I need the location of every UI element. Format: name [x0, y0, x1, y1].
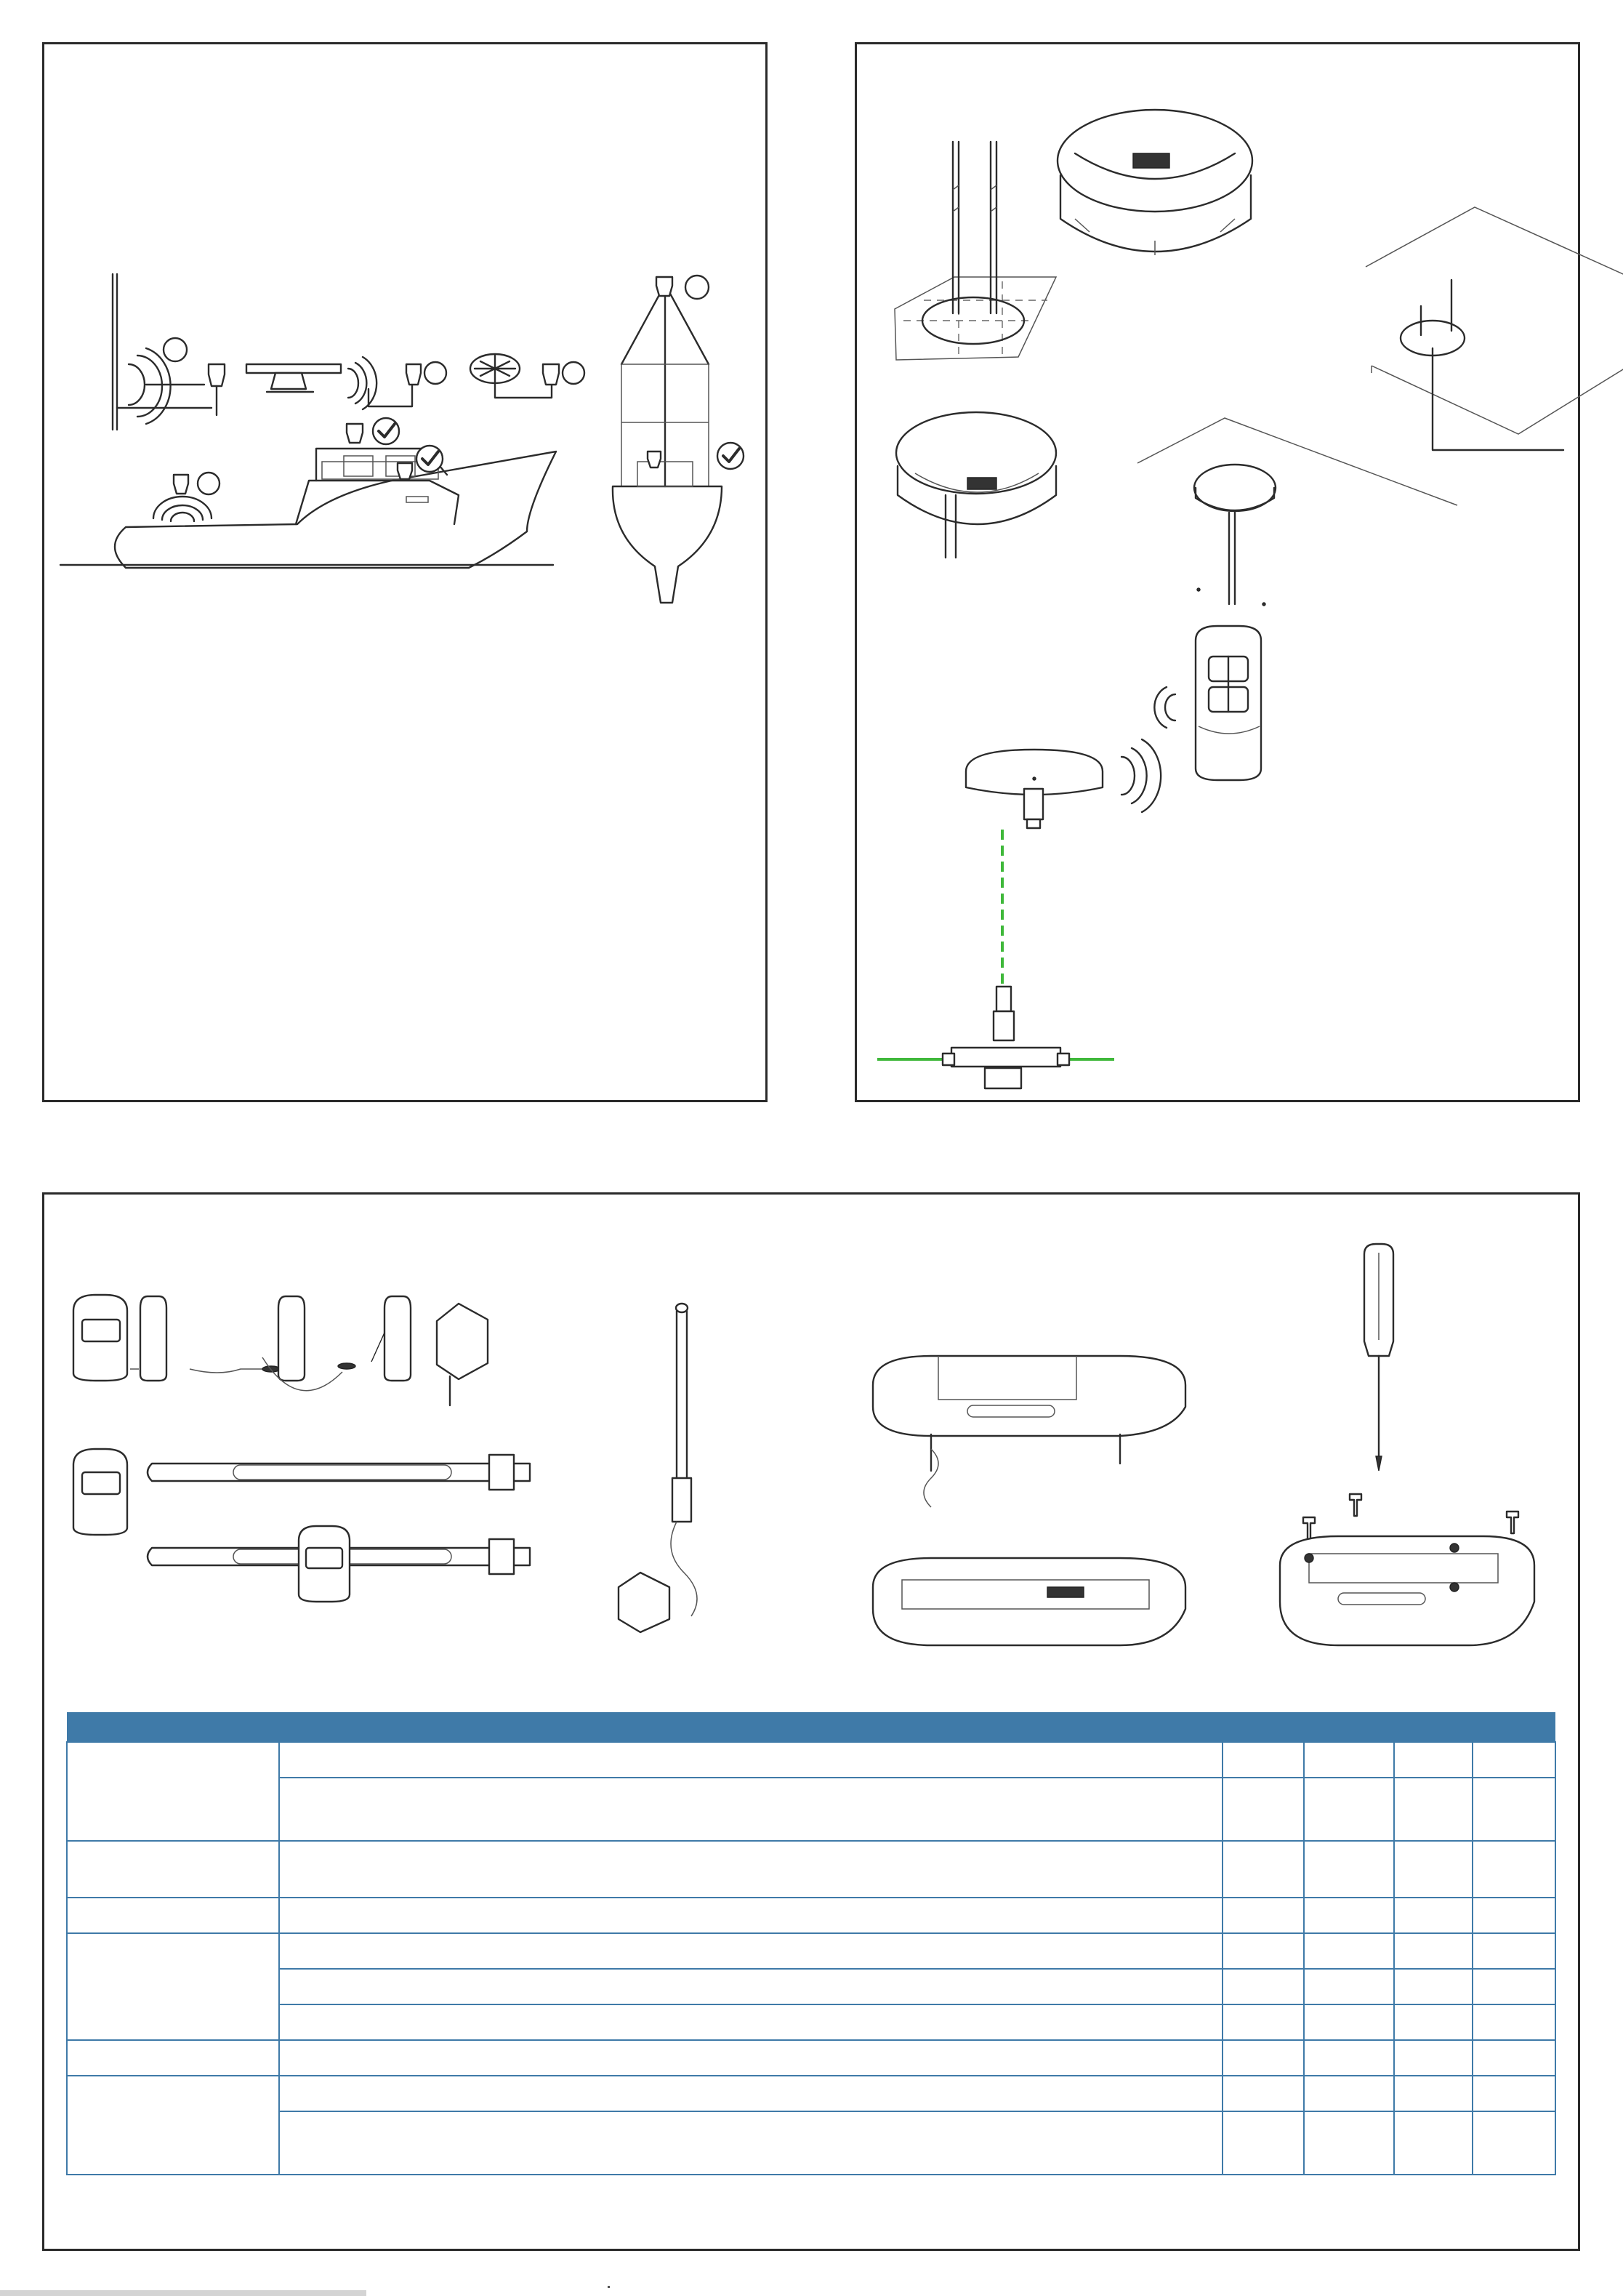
table-row-label	[67, 2040, 279, 2076]
table-cell	[1304, 2004, 1394, 2040]
table-cell-desc	[279, 1841, 1223, 1898]
sensor-cable-figure	[896, 412, 1056, 558]
prohibited-marker	[198, 473, 220, 494]
table-cell-desc	[279, 1933, 1223, 1969]
table-cell-desc	[279, 1969, 1223, 2004]
check-circle-icon	[717, 443, 744, 469]
check-circle-icon	[373, 418, 399, 444]
table-cell	[1473, 1969, 1555, 2004]
table-cell-desc	[279, 2004, 1223, 2040]
table-cell	[1473, 2040, 1555, 2076]
table-cell	[1304, 2111, 1394, 2175]
table-cell	[1304, 2040, 1394, 2076]
table-cell	[1223, 2004, 1304, 2040]
table-cell	[1223, 1742, 1304, 1778]
table-cell	[1473, 1898, 1555, 1933]
table-cell-desc	[279, 2111, 1223, 2175]
table-cell	[1223, 2076, 1304, 2111]
table-row	[67, 1778, 1555, 1841]
table-cell	[1394, 2076, 1473, 2111]
table-cell	[1473, 2004, 1555, 2040]
wrist-strap-figure	[73, 1449, 530, 1602]
table-cell-desc	[279, 2040, 1223, 2076]
table-cell	[1473, 2111, 1555, 2175]
page-footer-bar	[0, 2290, 366, 2296]
table-cell	[1304, 2076, 1394, 2111]
table-header	[67, 1712, 1555, 1742]
table-cell	[1304, 1969, 1394, 2004]
table-cell	[1223, 1778, 1304, 1841]
table-cell	[1394, 1933, 1473, 1969]
specification-table	[66, 1712, 1556, 2175]
surface-mount-figure	[1366, 207, 1623, 450]
table-cell	[1394, 1742, 1473, 1778]
sensor-base-open-figure	[1058, 110, 1252, 255]
table-cell	[1394, 1778, 1473, 1841]
table-cell-desc	[279, 2076, 1223, 2111]
table-row	[67, 1841, 1555, 1898]
deck-mount-figure	[1137, 418, 1457, 606]
accessories-panel	[42, 1192, 1580, 2251]
table-cell	[1223, 1969, 1304, 2004]
lanyard-attach-figure	[73, 1295, 488, 1405]
table-cell	[1394, 1969, 1473, 2004]
battery-housing-figure	[873, 1356, 1185, 1645]
table-cell	[1223, 2111, 1304, 2175]
table-row	[67, 1898, 1555, 1933]
table-row	[67, 1933, 1555, 1969]
table-row-label	[67, 1898, 279, 1933]
table-cell	[1304, 1898, 1394, 1933]
table-row-label	[67, 1841, 279, 1898]
table-cell	[1473, 1841, 1555, 1898]
table-cell	[1223, 1841, 1304, 1898]
boat-figure	[60, 418, 556, 568]
table-row-label	[67, 1933, 279, 2040]
mounting-location-panel	[42, 42, 768, 1102]
check-circle-icon	[416, 446, 443, 472]
radar-interference-figure	[246, 357, 446, 409]
table-cell	[1394, 2111, 1473, 2175]
table-cell	[1473, 1778, 1555, 1841]
table-cell	[1394, 1841, 1473, 1898]
page-mark	[608, 2286, 610, 2288]
installation-panel	[855, 42, 1580, 1102]
drill-template-figure	[895, 142, 1056, 360]
prohibited-marker	[685, 276, 709, 299]
table-cell	[1304, 1933, 1394, 1969]
battery-cover-screws-figure	[1280, 1494, 1534, 1645]
table-cell	[1394, 1898, 1473, 1933]
table-cell-desc	[279, 1898, 1223, 1933]
prohibited-marker	[164, 338, 187, 361]
table-row	[67, 2076, 1555, 2111]
table-row-label	[67, 1742, 279, 1841]
table-cell	[1223, 1898, 1304, 1933]
table-row	[67, 2004, 1555, 2040]
mast-interference-figure	[113, 274, 225, 430]
table-cell	[1473, 1933, 1555, 1969]
table-header-row	[67, 1712, 1555, 1742]
installation-illustration	[857, 44, 1582, 1104]
table-row	[67, 2040, 1555, 2076]
pole-mount-figure	[619, 1304, 697, 1632]
table-cell	[1473, 2076, 1555, 2111]
key-fob-remote-icon	[1154, 626, 1261, 780]
table-cell	[1304, 1778, 1394, 1841]
buoy-figure	[613, 276, 744, 603]
prohibited-marker	[424, 362, 446, 384]
table-cell	[1394, 2040, 1473, 2076]
table-cell	[1304, 1841, 1394, 1898]
table-cell	[1394, 2004, 1473, 2040]
network-connection-figure	[877, 739, 1161, 1088]
table-cell	[1223, 1933, 1304, 1969]
table-cell	[1223, 2040, 1304, 2076]
table-cell-desc	[279, 1742, 1223, 1778]
table-cell	[1304, 1742, 1394, 1778]
table-row-label	[67, 2076, 279, 2175]
mounting-location-illustration	[44, 44, 770, 1104]
prohibited-marker	[563, 362, 584, 384]
table-row	[67, 1742, 1555, 1778]
table-row	[67, 2111, 1555, 2175]
table-cell	[1473, 1742, 1555, 1778]
screwdriver-icon	[1364, 1244, 1393, 1471]
table-row	[67, 1969, 1555, 2004]
dome-interference-figure	[470, 354, 584, 398]
table-cell-desc	[279, 1778, 1223, 1841]
